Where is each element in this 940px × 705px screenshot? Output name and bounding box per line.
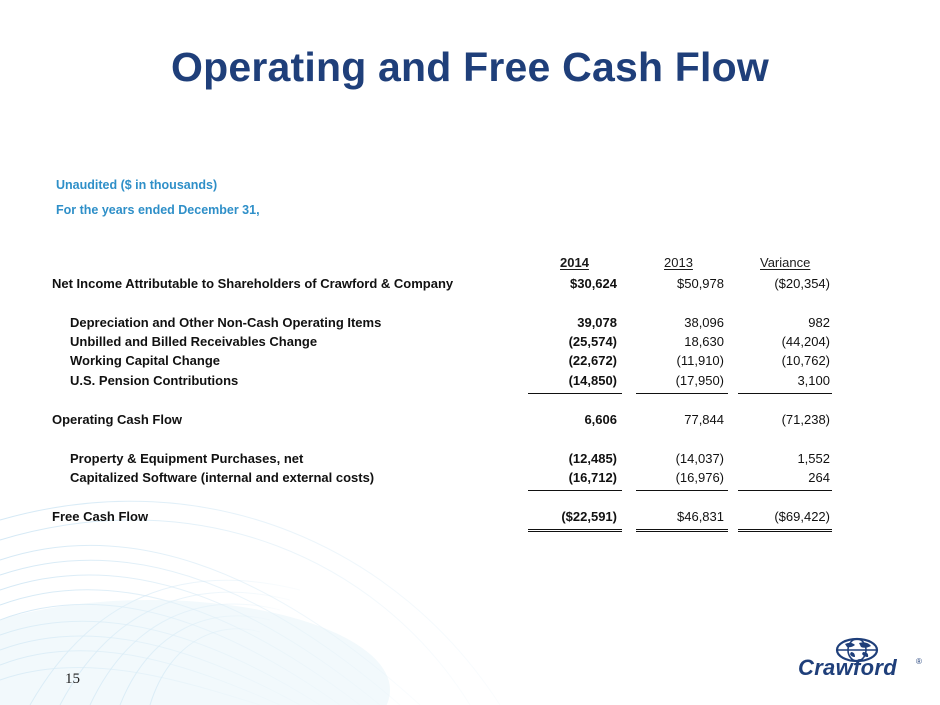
subtotal-rule-variance: [738, 393, 832, 394]
value-2014: (16,712): [568, 470, 617, 485]
row-label: Depreciation and Other Non-Cash Operating Items: [70, 315, 382, 330]
subtotal-rule-2013: [636, 490, 728, 491]
row-label: U.S. Pension Contributions: [70, 373, 239, 388]
total-rule-variance: [738, 529, 832, 535]
table-row: [0, 412, 940, 431]
value-2014: $30,624: [570, 276, 617, 291]
subtotal-rule-variance: [738, 490, 832, 491]
row-label: Property & Equipment Purchases, net: [70, 451, 304, 466]
value-2013: $50,978: [677, 276, 724, 291]
period-note: For the years ended December 31,: [56, 203, 260, 217]
value-variance: ($69,422): [774, 509, 830, 524]
subtotal-rule-2014: [528, 490, 622, 491]
value-2014: 39,078: [577, 315, 617, 330]
table-row: [0, 373, 940, 392]
value-variance: ($20,354): [774, 276, 830, 291]
value-2013: (16,976): [675, 470, 724, 485]
value-variance: (10,762): [781, 353, 830, 368]
table-row: [0, 509, 940, 528]
value-2014: (25,574): [568, 334, 617, 349]
value-variance: 264: [808, 470, 830, 485]
value-variance: 1,552: [797, 451, 830, 466]
value-variance: 3,100: [797, 373, 830, 388]
value-variance: (71,238): [781, 412, 830, 427]
value-2014: (12,485): [568, 451, 617, 466]
value-2013: (11,910): [676, 353, 724, 368]
total-rule-2013: [636, 529, 728, 535]
crawford-logo: Crawford: [798, 655, 897, 680]
table-row: [0, 470, 940, 489]
value-2013: 38,096: [684, 315, 724, 330]
header-2014: 2014: [560, 255, 589, 270]
value-2014: (14,850): [568, 373, 617, 388]
value-2013: (17,950): [675, 373, 724, 388]
subtotal-rule-2014: [528, 393, 622, 394]
value-2013: 18,630: [684, 334, 724, 349]
header-variance: Variance: [760, 255, 811, 270]
registered-mark: ®: [916, 657, 922, 666]
table-row: [0, 334, 940, 353]
row-label: Free Cash Flow: [52, 509, 149, 524]
table-row: [0, 451, 940, 470]
row-label: Net Income Attributable to Shareholders of Crawford & Company: [52, 276, 454, 291]
row-label: Capitalized Software (internal and external costs): [70, 470, 375, 485]
value-2014: 6,606: [584, 412, 617, 427]
total-rule-2014: [528, 529, 622, 535]
value-variance: 982: [808, 315, 830, 330]
value-2014: ($22,591): [561, 509, 617, 524]
value-2014: (22,672): [568, 353, 617, 368]
header-2013: 2013: [664, 255, 693, 270]
unaudited-note: Unaudited ($ in thousands): [56, 178, 218, 192]
table-row: [0, 353, 940, 372]
table-row: [0, 276, 940, 295]
table-row: [0, 315, 940, 334]
page-number: 15: [65, 671, 80, 687]
value-variance: (44,204): [781, 334, 830, 349]
row-label: Working Capital Change: [70, 353, 220, 368]
slide-title: Operating and Free Cash Flow: [171, 44, 769, 90]
row-label: Operating Cash Flow: [52, 412, 183, 427]
subtotal-rule-2013: [636, 393, 728, 394]
value-2013: $46,831: [677, 509, 724, 524]
row-label: Unbilled and Billed Receivables Change: [70, 334, 318, 349]
value-2013: (14,037): [675, 451, 724, 466]
value-2013: 77,844: [684, 412, 724, 427]
